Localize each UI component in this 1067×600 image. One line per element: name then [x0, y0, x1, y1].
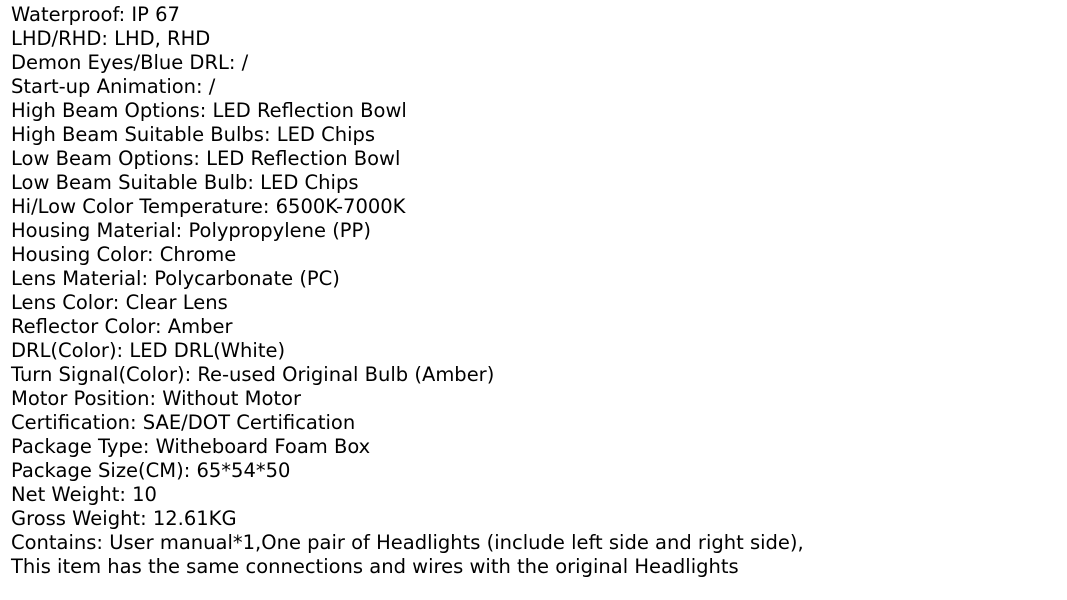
- spec-package-type: Package Type: Witheboard Foam Box: [11, 435, 371, 458]
- specification-list: [11, 3, 804, 579]
- spec-contains: Contains: User manual*1,One pair of Headlights (include left side and right side),: [11, 531, 804, 554]
- spec-lens-material: Lens Material: Polycarbonate (PC): [11, 267, 340, 290]
- spec-drl-color: DRL(Color): LED DRL(White): [11, 339, 286, 362]
- spec-high-beam-options: High Beam Options: LED Reflection Bowl: [11, 99, 407, 122]
- spec-housing-color: Housing Color: Chrome: [11, 243, 237, 266]
- spec-color-temperature: Hi/Low Color Temperature: 6500K-7000K: [11, 195, 406, 218]
- spec-certification: Certification: SAE/DOT Certification: [11, 411, 356, 434]
- spec-housing-material: Housing Material: Polypropylene (PP): [11, 219, 371, 242]
- spec-low-beam-bulb: Low Beam Suitable Bulb: LED Chips: [11, 171, 359, 194]
- spec-turn-signal-color: Turn Signal(Color): Re-used Original Bulb (Amber): [11, 363, 495, 386]
- spec-high-beam-bulbs: High Beam Suitable Bulbs: LED Chips: [11, 123, 376, 146]
- spec-waterproof: Waterproof: IP 67: [11, 3, 180, 26]
- spec-startup-animation: Start-up Animation: /: [11, 75, 216, 98]
- spec-demon-eyes-blue-drl: Demon Eyes/Blue DRL: /: [11, 51, 249, 74]
- spec-lens-color: Lens Color: Clear Lens: [11, 291, 228, 314]
- spec-connections-note: This item has the same connections and wires with the original Headlights: [11, 555, 739, 578]
- spec-motor-position: Motor Position: Without Motor: [11, 387, 301, 410]
- spec-lhd-rhd: LHD/RHD: LHD, RHD: [11, 27, 211, 50]
- spec-net-weight: Net Weight: 10: [11, 483, 157, 506]
- spec-low-beam-options: Low Beam Options: LED Reflection Bowl: [11, 147, 401, 170]
- spec-package-size: Package Size(CM): 65*54*50: [11, 459, 291, 482]
- spec-gross-weight: Gross Weight: 12.61KG: [11, 507, 237, 530]
- spec-reflector-color: Reflector Color: Amber: [11, 315, 233, 338]
